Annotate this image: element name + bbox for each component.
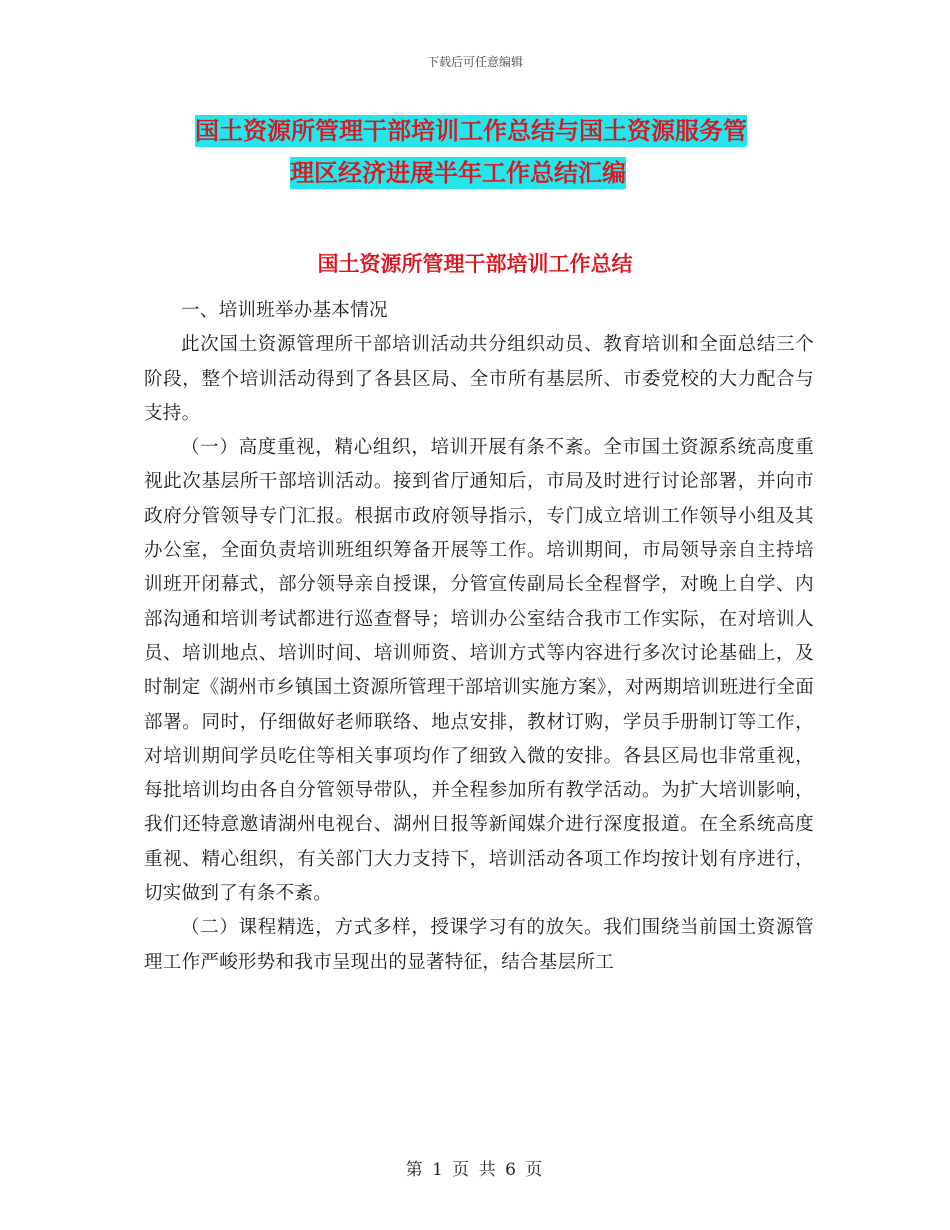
section-heading: 一、培训班举办基本情况 <box>181 300 388 321</box>
page-footer: 第 1 页 共 6 页 <box>405 1160 545 1180</box>
title-line-1: 国土资源所管理干部培训工作总结与国土资源服务管 <box>195 117 747 145</box>
paragraph: 此次国土资源管理所干部培训活动共分组织动员、教育培训和全面总结三个阶段，整个培训活动得到了各县区局、全市所有基层所、市委党校的大力配合与支持。 <box>144 334 814 424</box>
body-text <box>144 294 814 980</box>
paragraph: （二）课程精选，方式多样，授课学习有的放矢。我们围绕当前国土资源管理工作严峻形势和我市呈现出的显著特征，结合基层所工 <box>144 917 814 973</box>
paragraph: （一）高度重视，精心组织，培训开展有条不紊。全市国土资源系统高度重视此次基层所干部培训活动。接到省厅通知后，市局及时进行讨论部署，并向市政府分管领导专门汇报。根据市政府领导指示，专门成立培训工作领导小组及其办公室，全面负责培训班组织筹备开展等工作。培训期间，市局领导亲自主持培训班开闭幕式，部分领导亲自授课，分管宣传副局长全程督学，对晚上自学、内部沟通和培训考试都进行巡查督导；培训办公室结合我市工作实际，在对培训人员、培训地点、培训时间、培训师资、培训方式等内容进行多次讨论基础上，及时制定《湖州市乡镇国土资源所管理干部培训实施方案》，对两期培训班进行全面部署。同时，仔细做好老师联络、地点安排，教材订购，学员手册制订等工作，对培训期间学员吃住等相关事项均作了细致入微的安排。各县区局也非常重视，每批培训均由各自分管领导带队，并全程参加所有教学活动。为扩大培训影响，我们还特意邀请湖州电视台、湖州日报等新闻媒介进行深度报道。在全系统高度重视、精心组织，有关部门大力支持下，培训活动各项工作均按计划有序进行，切实做到了有条不紊。 <box>144 437 814 905</box>
section-title: 国土资源所管理干部培训工作总结 <box>317 252 633 276</box>
header-note: 下载后可任意编辑 <box>426 55 523 69</box>
document-title <box>160 110 840 194</box>
title-line-2: 理区经济进展半年工作总结汇编 <box>290 159 626 187</box>
